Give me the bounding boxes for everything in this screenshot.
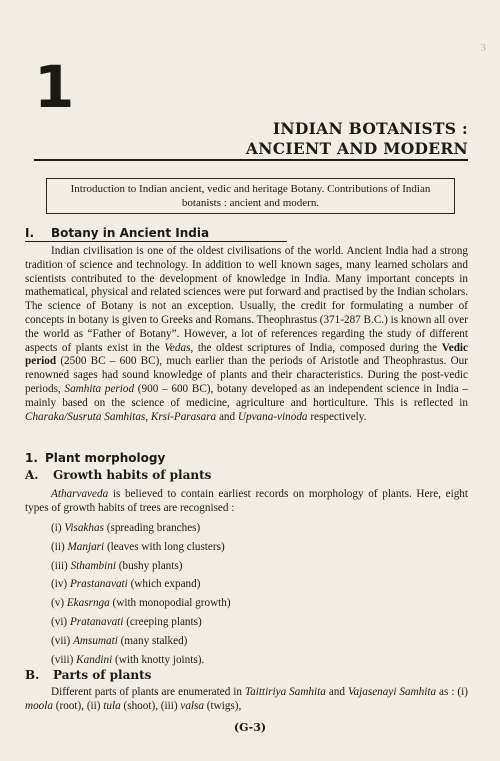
text-run-italic: tula xyxy=(103,700,121,712)
title-divider xyxy=(34,159,468,161)
item-number: (i) xyxy=(51,522,62,534)
item-description: (leaves with long clusters) xyxy=(106,540,225,553)
chapter-number: 1 xyxy=(34,53,75,121)
paragraph xyxy=(25,245,468,424)
item-description: (creeping plants) xyxy=(126,615,202,628)
item-description: (spreading branches) xyxy=(106,522,201,534)
text-run-italic: Samhita period xyxy=(64,382,135,395)
text-run-italic: Vedas xyxy=(164,341,191,354)
paragraph xyxy=(25,487,468,515)
subheading-title: Parts of plants xyxy=(53,668,152,682)
text-run: , the oldest scriptures of India, composed during the xyxy=(190,341,442,354)
item-term: Visakhas xyxy=(64,522,104,534)
subheading-growth-habits xyxy=(25,468,211,482)
text-run: and xyxy=(216,410,238,423)
text-run: Different parts of plants are enumerated in xyxy=(51,686,245,698)
subheading-title: Plant morphology xyxy=(45,451,166,465)
item-term: Amsumati xyxy=(73,634,118,647)
text-run-italic: Taittiriya Samhita xyxy=(244,686,326,698)
text-run: (root), (ii) xyxy=(52,700,104,712)
growth-habits-list xyxy=(51,519,231,669)
text-run-italic: Charaka/Susruta Samhitas, Krsi-Parasara xyxy=(25,410,217,423)
subheading-title: Growth habits of plants xyxy=(53,468,212,482)
item-term: Pratanavati xyxy=(69,615,124,628)
parts-of-plants-text xyxy=(25,685,468,713)
item-term: Sthambini xyxy=(70,559,116,572)
text-run: is believed to contain earliest records on morphology of plants. Here, eight types of growth habits of trees are recognised : xyxy=(25,488,468,514)
section-heading-botany-ancient-india xyxy=(25,226,287,242)
growth-habit-item xyxy=(51,519,231,538)
item-description: (many stalked) xyxy=(120,634,188,647)
item-term: Kandini xyxy=(76,653,113,666)
subheading-letter: B. xyxy=(25,668,40,682)
growth-habit-item xyxy=(51,575,231,594)
item-number: (ii) xyxy=(51,540,65,553)
item-description: (with monopodial growth) xyxy=(112,597,231,610)
growth-habit-item xyxy=(51,651,231,670)
text-run-italic: Atharvaveda xyxy=(51,488,109,500)
growth-habits-intro xyxy=(25,487,468,515)
section-number: I. xyxy=(25,226,35,240)
item-number: (vii) xyxy=(51,634,71,647)
text-run: as : (i) xyxy=(436,686,468,698)
page-footer-number: (G-3) xyxy=(233,721,267,734)
text-run: (shoot), (iii) xyxy=(120,700,181,712)
growth-habit-item xyxy=(51,613,231,632)
text-run: respectively. xyxy=(307,410,367,423)
paragraph xyxy=(25,685,468,713)
subheading-parts-of-plants xyxy=(25,668,151,682)
growth-habit-item xyxy=(51,594,231,613)
item-description: (bushy plants) xyxy=(118,559,183,572)
section-title: Botany in Ancient India xyxy=(51,226,210,240)
corner-page-number: 3 xyxy=(480,42,486,54)
chapter-title-line1: INDIAN BOTANISTS : xyxy=(272,119,468,138)
chapter-title xyxy=(246,119,468,159)
growth-habit-item xyxy=(51,632,231,651)
item-number: (viii) xyxy=(51,653,74,666)
text-run: (900 – 600 BC), botany developed as an independent science in India – mainly based on the science of medicine, agriculture and horticulture. This is reflected in xyxy=(25,382,468,409)
subheading-letter: A. xyxy=(25,468,39,482)
text-run: and xyxy=(325,686,348,698)
item-number: (vi) xyxy=(51,615,68,628)
text-run-italic: moola xyxy=(25,700,53,712)
text-run-italic: Vajasenayi Samhita xyxy=(347,686,437,698)
growth-habit-item xyxy=(51,557,231,576)
text-run-italic: Upvana-vinoda xyxy=(237,410,308,423)
chapter-title-line2: ANCIENT AND MODERN xyxy=(245,139,468,158)
growth-habit-item xyxy=(51,538,231,557)
item-number: (iii) xyxy=(51,559,68,572)
text-run-italic: valsa xyxy=(180,700,204,712)
item-term: Manjari xyxy=(67,540,105,553)
item-term: Ekasrnga xyxy=(66,597,110,610)
text-run: Indian civilisation is one of the oldest civilisations of the world. Ancient India had a strong tradition of science and technology. In addition to well known sages, many learned scholars and scientists contributed to the development of knowledge in India. Many important concepts in mathematical, physical and related sciences were put forward and practised by the Indian scholars. The science of Botany is not an exception. Usually, the credit for formulating a number of concepts in botany is given to Greeks and Romans. Theophrastus (371-287 B.C.) is known all over the world as “Father of Botany”. However, a lot of references regarding the study of different aspects of plants exist in the xyxy=(25,245,468,354)
text-run: (twigs), xyxy=(204,700,242,712)
text-run-bold: Vedic period xyxy=(25,341,468,368)
subheading-plant-morphology xyxy=(25,451,165,465)
item-description: (which expand) xyxy=(130,578,201,591)
chapter-intro-box: Introduction to Indian ancient, vedic and heritage Botany. Contributions of Indian botanists : ancient and modern. xyxy=(46,178,455,214)
subheading-number: 1. xyxy=(25,451,38,465)
text-run: (2500 BC – 600 BC), much earlier than the periods of Aristotle and Theophrastus. Our renowned sages had sound knowledge of plants and their characteristics. During the post-vedic periods, xyxy=(25,355,468,395)
item-description: (with knotty joints). xyxy=(115,653,205,666)
section-body xyxy=(25,245,468,424)
item-number: (iv) xyxy=(51,578,68,591)
item-term: Prastanavati xyxy=(69,578,128,591)
item-number: (v) xyxy=(51,597,65,610)
